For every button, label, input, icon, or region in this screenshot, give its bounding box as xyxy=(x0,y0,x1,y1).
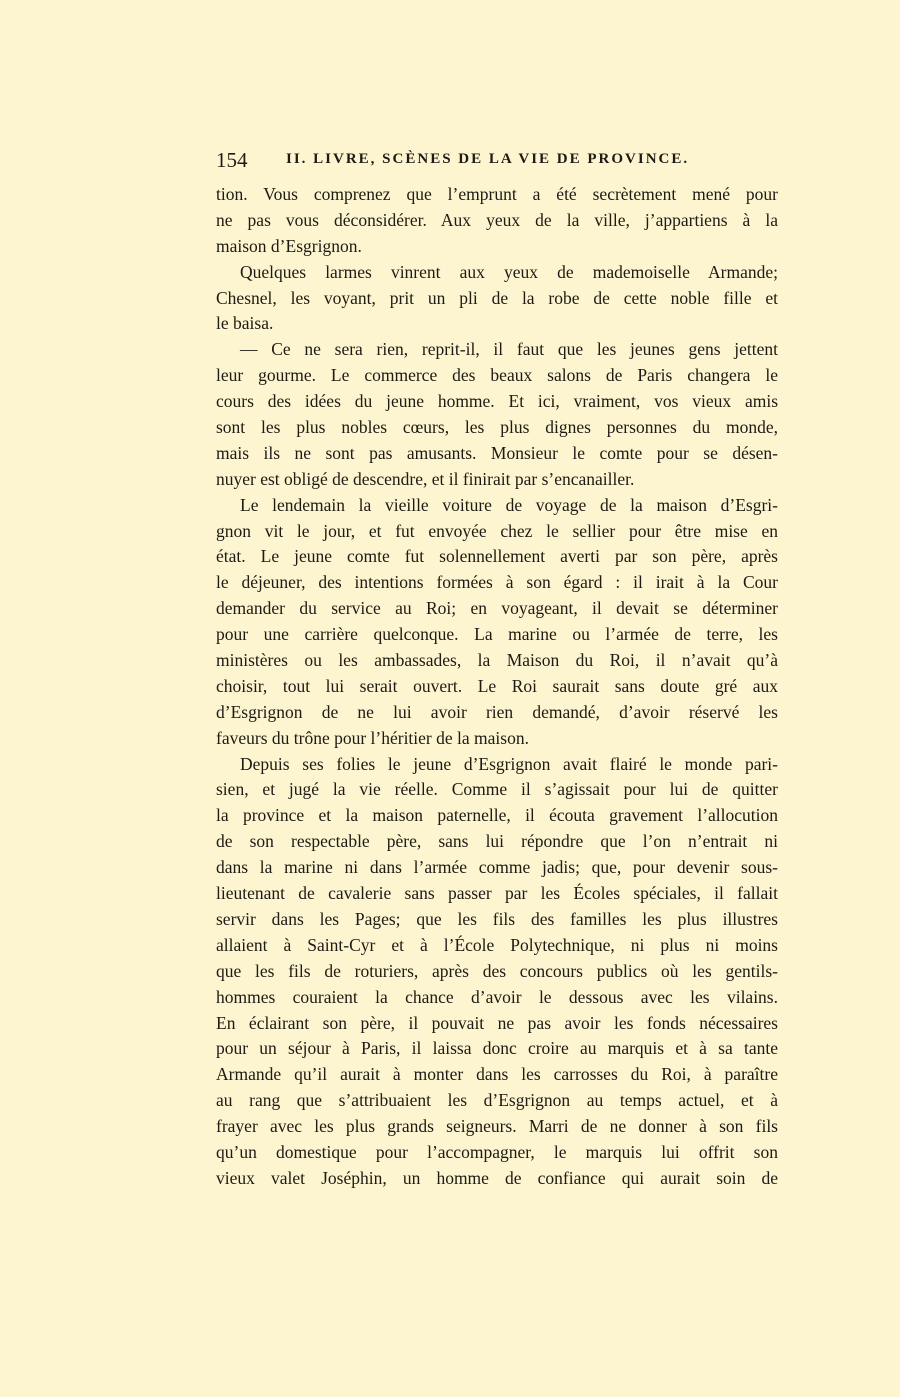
text-line: cours des idées du jeune homme. Et ici, vraiment, vos vieux amis xyxy=(216,391,778,412)
text-line: nuyer est obligé de descendre, et il finirait par s’encanailler. xyxy=(216,468,635,489)
text-line: — Ce ne sera rien, reprit-il, il faut que les jeunes gens jettent xyxy=(240,339,778,360)
text-line: mais ils ne sont pas amusants. Monsieur le comte pour se désen- xyxy=(216,442,778,463)
text-line: demander du service au Roi; en voyageant, il devait se déterminer xyxy=(216,598,778,619)
text-line: En éclairant son père, il pouvait ne pas avoir les fonds nécessaires xyxy=(216,1012,778,1033)
text-line: hommes couraient la chance d’avoir le dessous avec les vilains. xyxy=(216,986,778,1007)
text-line: servir dans les Pages; que les fils des familles les plus illustres xyxy=(216,908,778,929)
text-line: sont les plus nobles cœurs, les plus dignes personnes du monde, xyxy=(216,417,778,438)
running-title: II. LIVRE, SCÈNES DE LA VIE DE PROVINCE. xyxy=(286,151,690,167)
text-line: pour un séjour à Paris, il laissa donc croire au marquis et à sa tante xyxy=(216,1038,778,1059)
text-line: maison d’Esgrignon. xyxy=(216,235,362,256)
text-line: que les fils de roturiers, après des concours publics où les gentils- xyxy=(216,960,778,981)
text-line: pour une carrière quelconque. La marine ou l’armée de terre, les xyxy=(216,624,778,645)
text-line: le baisa. xyxy=(216,313,274,334)
page-body xyxy=(216,182,778,1192)
text-line: faveurs du trône pour l’héritier de la maison. xyxy=(216,727,529,748)
text-line: tion. Vous comprenez que l’emprunt a été secrètement mené pour xyxy=(216,184,778,204)
page-header xyxy=(216,148,778,174)
text-line: allaient à Saint-Cyr et à l’École Polytechnique, ni plus ni moins xyxy=(216,934,778,955)
text-line: sien, et jugé la vie réelle. Comme il s’agissait pour lui de quitter xyxy=(216,779,778,800)
text-line: choisir, tout lui serait ouvert. Le Roi saurait sans doute gré aux xyxy=(216,675,778,696)
text-line: frayer avec les plus grands seigneurs. Marri de ne donner à son fils xyxy=(216,1116,778,1137)
text-line: lieutenant de cavalerie sans passer par les Écoles spéciales, il fallait xyxy=(216,883,778,904)
text-line: Quelques larmes vinrent aux yeux de mademoiselle Armande; xyxy=(240,261,778,282)
text-line: le déjeuner, des intentions formées à son égard : il irait à la Cour xyxy=(216,572,778,593)
text-line: la province et la maison paternelle, il écouta gravement l’allocution xyxy=(216,805,778,826)
text-line: au rang que s’attribuaient les d’Esgrignon au temps actuel, et à xyxy=(216,1090,778,1111)
text-line: Armande qu’il aurait à monter dans les carrosses du Roi, à paraître xyxy=(216,1064,778,1085)
text-line: qu’un domestique pour l’accompagner, le marquis lui offrit son xyxy=(216,1141,778,1162)
text-line: vieux valet Joséphin, un homme de confiance qui aurait soin de xyxy=(216,1167,778,1188)
text-line: Depuis ses folies le jeune d’Esgrignon avait flairé le monde pari- xyxy=(240,753,778,774)
text-line: Le lendemain la vieille voiture de voyage de la maison d’Esgri- xyxy=(240,494,778,515)
text-line: gnon vit le jour, et fut envoyée chez le sellier pour être mise en xyxy=(216,520,778,541)
text-line: ministères ou les ambassades, la Maison du Roi, il n’avait qu’à xyxy=(216,650,778,671)
text-line: ne pas vous déconsidérer. Aux yeux de la ville, j’appartiens à la xyxy=(216,209,778,230)
text-line: d’Esgrignon de ne lui avoir rien demandé, d’avoir réservé les xyxy=(216,701,778,722)
text-line: état. Le jeune comte fut solennellement averti par son père, après xyxy=(216,546,778,567)
text-line: Chesnel, les voyant, prit un pli de la robe de cette noble fille et xyxy=(216,287,778,308)
text-line: leur gourme. Le commerce des beaux salons de Paris changera le xyxy=(216,365,778,386)
text-line: de son respectable père, sans lui répondre que l’on n’entrait ni xyxy=(216,831,778,852)
page-number: 154 xyxy=(216,148,248,172)
text-line: dans la marine ni dans l’armée comme jadis; que, pour devenir sous- xyxy=(216,857,778,878)
